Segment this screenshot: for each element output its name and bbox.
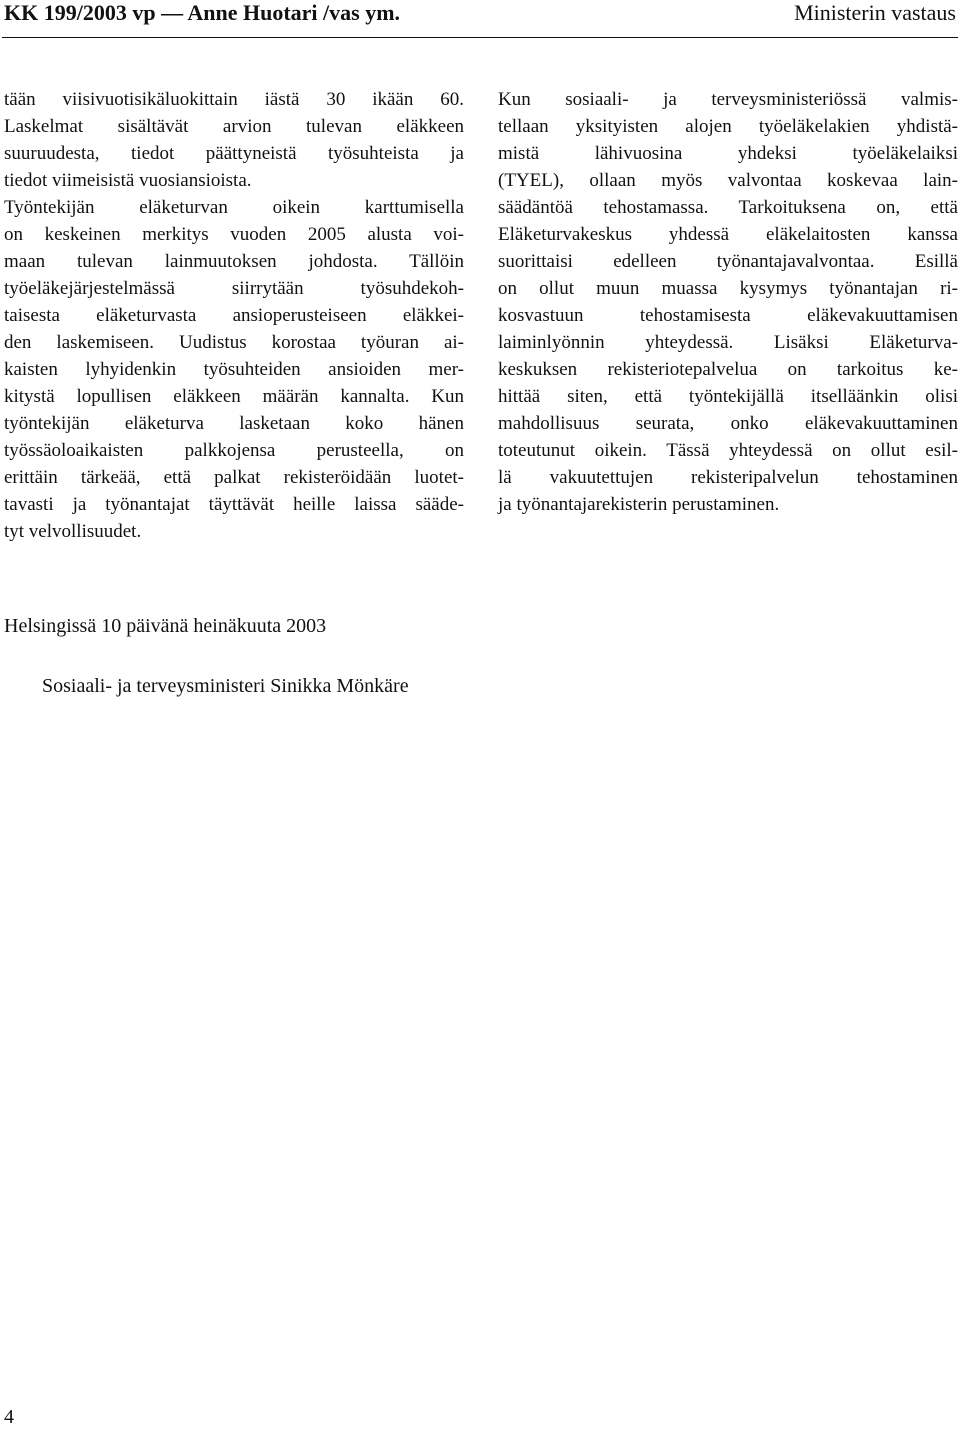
text-line: ja työnantajarekisterin perustaminen. [498,494,780,515]
left-text-column [4,86,464,545]
text-line: taisesta eläketurvasta ansioperusteiseen eläkkei- [4,305,464,326]
text-line: tavasti ja työnantajat täyttävät heille laissa sääde- [4,494,464,515]
text-line: mistä lähivuosina yhdeksi työeläkelaiksi [498,143,958,164]
text-line: (TYEL), ollaan myös valvontaa koskevaa lain- [498,170,958,191]
text-line: suuruudesta, tiedot päättyneistä työsuhteista ja [4,143,464,164]
text-line: tyt velvollisuudet. [4,521,142,542]
place-and-date: Helsingissä 10 päivänä heinäkuuta 2003 [4,615,327,637]
text-line: tellaan yksityisten alojen työeläkelakien yhdistä- [498,116,958,137]
text-line: työssäoloaikaisten palkkojensa perusteella, on [4,440,464,461]
text-line: suorittaisi edelleen työnantajavalvontaa. Esillä [498,251,958,272]
page-header [0,0,960,28]
text-line: maan tulevan lainmuutoksen johdosta. Tällöin [4,251,464,272]
text-line: toteutunut oikein. Tässä yhteydessä on ollut esil- [498,440,958,461]
text-line: työntekijän eläketurva lasketaan koko hänen [4,413,464,434]
text-line: työeläkejärjestelmässä siirrytään työsuhdekoh- [4,278,464,299]
text-line: tiedot viimeisistä vuosiansioista. [4,170,252,191]
page-number: 4 [4,1406,14,1428]
text-line: den laskemiseen. Uudistus korostaa työuran ai- [4,332,464,353]
header-divider [2,37,958,38]
text-line: kaisten lyhyidenkin työsuhteiden ansioiden mer- [4,359,464,380]
text-line: hittää siten, että työntekijällä itselläänkin olisi [498,386,958,407]
signature-line: Sosiaali- ja terveysministeri Sinikka Mönkäre [42,675,409,697]
right-text-column [498,86,958,518]
text-line: on ollut muun muassa kysymys työnantajan ri- [498,278,958,299]
document-reference: KK 199/2003 vp — Anne Huotari /vas ym. [4,0,401,25]
text-line: Laskelmat sisältävät arvion tulevan eläkkeen [4,116,464,137]
text-line: on keskeinen merkitys vuoden 2005 alusta voi- [4,224,464,245]
text-line: Työntekijän eläketurvan oikein karttumisella [4,197,464,218]
text-line: keskuksen rekisteriotepalvelua on tarkoitus ke- [498,359,958,380]
text-line: lä vakuutettujen rekisteripalvelun tehostaminen [498,467,958,488]
text-line: säädäntöä tehostamassa. Tarkoituksena on, että [498,197,958,218]
text-line: kosvastuun tehostamisesta eläkevakuuttamisen [498,305,958,326]
text-line: Eläketurvakeskus yhdessä eläkelaitosten kanssa [498,224,958,245]
text-line: Kun sosiaali- ja terveysministeriössä valmis- [498,89,958,110]
text-line: mahdollisuus seurata, onko eläkevakuuttaminen [498,413,958,434]
text-line: laiminlyönnin yhteydessä. Lisäksi Eläketurva- [498,332,958,353]
text-line: erittäin tärkeää, että palkat rekisteröidään luotet- [4,467,464,488]
text-line: kitystä lopullisen eläkkeen määrän kannalta. Kun [4,386,464,407]
section-title: Ministerin vastaus [794,0,956,25]
text-line: tään viisivuotisikäluokittain iästä 30 ikään 60. [4,89,464,110]
